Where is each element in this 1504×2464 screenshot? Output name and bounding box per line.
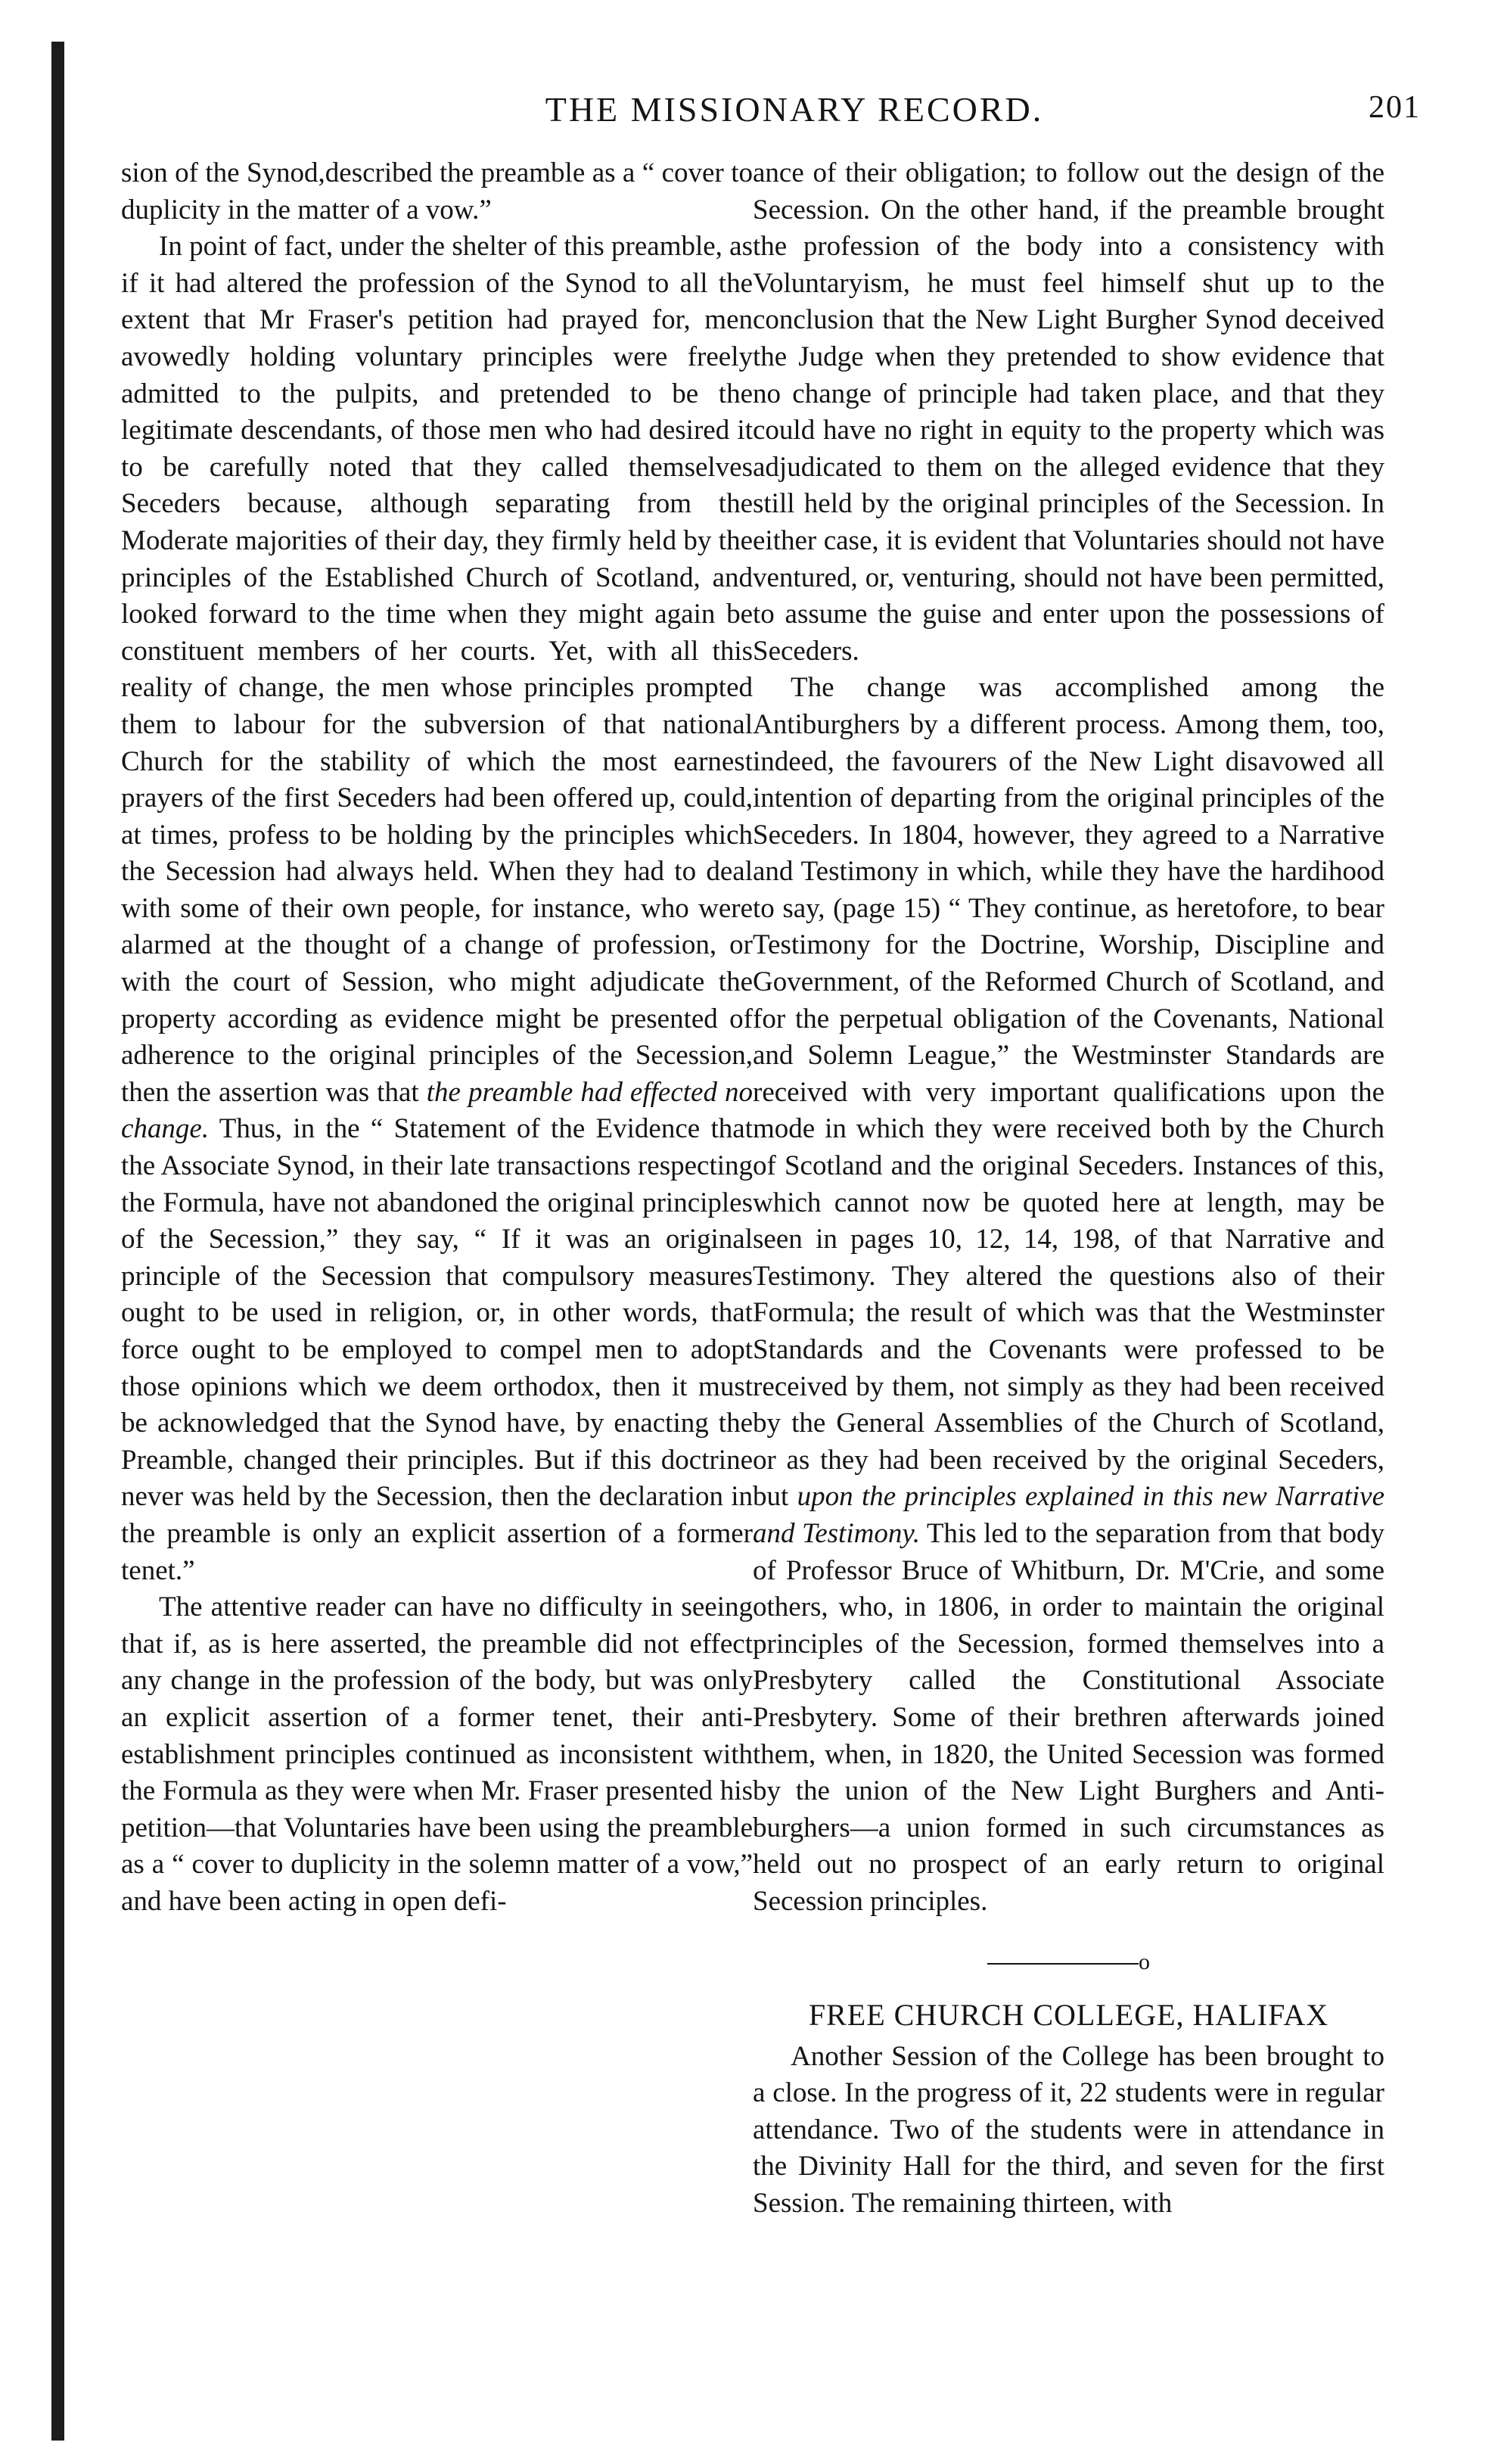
page-number: 201 (1369, 90, 1421, 125)
left-paragraph-3: The attentive reader can have no difficulty in seeing that if, as is here asserted, the preamble did not effect any change in the profession of the body, but was only an explicit assertion of a former tenet, their anti-establishment principles continued as inconsistent with the Formula as they were when Mr. Fraser presented his petition—that Voluntaries have been using the preamble as a “ cover to duplicity in the solemn matter of a vow,” and have been acting in open defi- (121, 1591, 753, 1917)
right-paragraph-2 (753, 670, 1384, 1920)
right-paragraph-2-text: The change was accomplished among the Antiburghers by a different process. Among them, too, indeed, the favourers of the New Light disavowed all intention of departing from the original principles of the Seceders. In 1804, however, they agreed to a Narrative and Testimony in which, while they have the hardihood to say, (page 15) “ They continue, as heretofore, to bear Testimony for the Doctrine, Worship, Discipline and Government, of the Reformed Church of Scotland, and for the perpetual obligation of the Covenants, National and Solemn League,” the Westminster Standards are received with very important qualifications upon the mode in which they were received both by the Church of Scotland and the original Seceders. Instances of this, which cannot now be quoted here at length, may be seen in pages 10, 12, 14, 198, of that Narrative and Testimony. They altered the questions also of their Formula; the result of which was that the Westminster Standards and the Covenants were professed to be received by them, not simply as they had been received by the General Assemblies of the Church of Scotland, or as they had been received by the original Seceders, but (753, 672, 1384, 1513)
running-title: THE MISSIONARY RECORD. (545, 90, 1044, 129)
scan-binding-edge (51, 42, 64, 2441)
left-paragraph-1: sion of the Synod,described the preamble as a “ cover to duplicity in the matter of a vow.” (121, 157, 753, 226)
divider-line-left (987, 1963, 1139, 1965)
left-paragraph-2-text: In point of fact, under the shelter of this preamble, as if it had altered the profession of the Synod to all the extent that Mr Fraser's petition had prayed for, men avowedly holding voluntary principles were freely admitted to the pulpits, and pretended to be the legitimate descendants, of those men who had desired it to be carefully noted that they called themselves Seceders because, although separating from the Moderate majorities of their day, they firmly held by the principles of the Established Church of Scotland, and looked forward to the time when they might again be constituent members of her courts. Yet, with all this reality of change, the men whose principles prompted them to labour for the subversion of that national Church for the stability of which the most earnest prayers of the first Seceders had been offered up, could, at times, profess to be holding by the principles which the Secession had always held. When they had to deal with some of their own people, for instance, who were alarmed at the thought of a change of profession, or with the court of Session, who might adjudicate the property according as evidence might be presented of adherence to the original principles of the Secession, then the assertion was that (121, 231, 753, 1108)
left-paragraph-2-italic: the preamble had effected no change. (121, 1076, 754, 1145)
divider-mark: o (1139, 1949, 1150, 1974)
right-column (753, 155, 1384, 2222)
section-divider (753, 1951, 1384, 1974)
left-paragraph-2-rest: Thus, in the “ Statement of the Evidence that the Associate Synod, in their late transactions respecting the Formula, have not abandoned the original principles of the Secession,” they say, “ If it was an original principle of the Secession that compulsory measures ought to be used in religion, or, in other words, that force ought to be employed to compel men to adopt those opinions which we deem orthodox, then it must be acknowledged that the Synod have, by enacting the Preamble, changed their principles. But if this doctrine never was held by the Secession, then the declaration in the preamble is only an explicit assertion of a former tenet.” (121, 1113, 753, 1586)
article-heading: FREE CHURCH COLLEGE, HALIFAX (808, 1997, 1329, 2032)
right-paragraph-3: Another Session of the College has been brought to a close. In the progress of it, 22 students were in regular attendance. Two of the students were in attendance in the Divinity Hall for the third, and seven for the first Session. The remaining thirteen, with (753, 2040, 1384, 2219)
right-paragraph-2-italic: upon the principles explained in this new Narrative and Testimony. (753, 1481, 1384, 1549)
left-paragraph-2 (121, 229, 753, 1589)
left-column (121, 155, 753, 1921)
right-paragraph-2-rest: This led to the separation from that body of Professor Bruce of Whitburn, Dr. M'Crie, and some others, who, in 1806, in order to maintain the original principles of the Secession, formed themselves into a Presbytery called the Constitutional Associate Presbytery. Some of their brethren afterwards joined them, when, in 1820, the United Secession was formed by the union of the New Light Burghers and Anti-burghers—a union formed in such circumstances as held out no prospect of an early return to original Secession principles. (753, 1517, 1384, 1917)
right-paragraph-1: ance of their obligation; to follow out the design of the Secession. On the other hand, if the preamble brought the profession of the body into a consistency with Voluntaryism, he must feel himself shut up to the conclusion that the New Light Burgher Synod deceived the Judge when they pretended to show evidence that no change of principle had taken place, and that they could have no right in equity to the property which was adjudicated to them on the alleged evidence that they still held by the original principles of the Secession. In either case, it is evident that Voluntaries should not have ventured, or, venturing, should not have been permitted, to assume the guise and enter upon the possessions of Seceders. (753, 157, 1384, 667)
